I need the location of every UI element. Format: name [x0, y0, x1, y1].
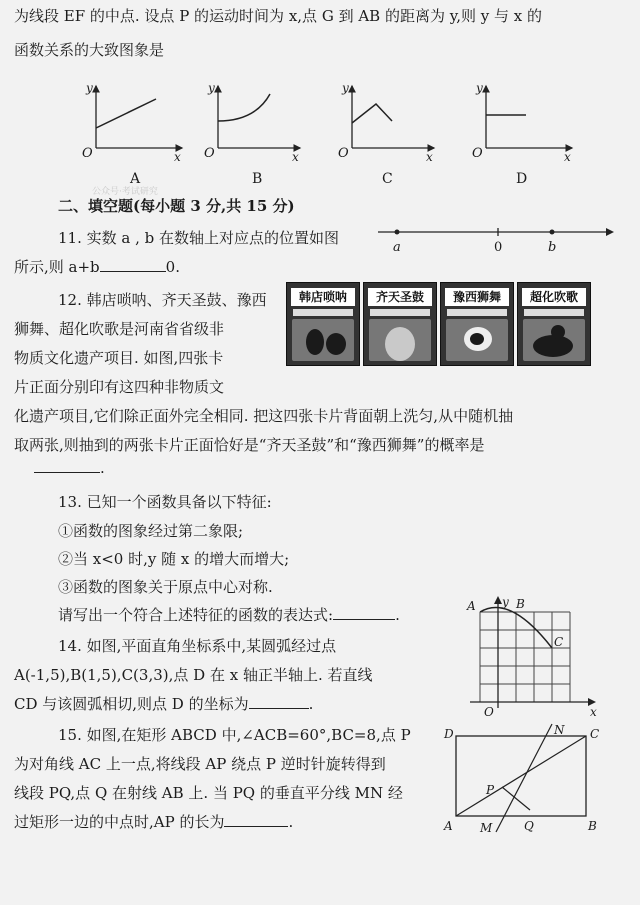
graph-d-x-label: x	[564, 150, 571, 164]
card-handian-suona	[286, 282, 360, 366]
graph-b	[204, 81, 300, 187]
graph-a-origin: O	[82, 146, 93, 161]
q15-label-m: M	[480, 821, 493, 835]
graph-c-origin: O	[338, 146, 349, 161]
card-title: 齐天圣鼓	[368, 288, 432, 306]
question-text-line: 函数关系的大致图象是	[14, 41, 165, 59]
number-line-label-zero: 0	[494, 240, 503, 255]
q14-answer-blank	[249, 694, 309, 709]
point-b	[550, 230, 555, 235]
q13-item-2: ②当 x<0 时,y 随 x 的增大而增大;	[58, 550, 290, 568]
q14-line3-wrap: CD 与该圆弧相切,则点 D 的坐标为 .	[14, 695, 314, 713]
q14-line1: 14. 如图,平面直角坐标系中,某圆弧经过点	[58, 637, 337, 655]
graph-b-option-label: B	[252, 171, 263, 187]
graph-a-option-label: A	[130, 171, 141, 187]
graph-b-y-label: y	[208, 81, 215, 95]
graph-d	[472, 81, 572, 187]
q14-label-y: y	[502, 595, 509, 609]
card-yuxi-shiwu	[440, 282, 514, 366]
q14-line2: A(-1,5),B(1,5),C(3,3),点 D 在 x 轴正半轴上. 若直线	[14, 666, 373, 684]
q11-line2-tail: 0.	[165, 258, 180, 276]
q15-label-n: N	[554, 723, 565, 737]
q11-line2	[14, 257, 180, 277]
q15-label-p: P	[486, 783, 495, 797]
graph-d-option-label: D	[516, 171, 528, 187]
q11-answer-blank	[100, 257, 166, 272]
q12-line3: 物质文化遗产项目. 如图,四张卡	[14, 349, 224, 367]
q15-label-q: Q	[524, 819, 534, 833]
q15-label-c: C	[590, 727, 600, 741]
q12-line6: 取两张,则抽到的两张卡片正面恰好是“齐天圣鼓”和“豫西狮舞”的概率是	[14, 436, 485, 454]
q13-intro: 13. 已知一个函数具备以下特征:	[58, 493, 272, 511]
q12-answer-line: .	[34, 458, 105, 478]
q14-label-b: B	[516, 597, 525, 611]
graph-c-y-label: y	[342, 81, 349, 95]
q12-line5: 化遗产项目,它们除正面外完全相同. 把这四张卡片背面朝上洗匀,从中随机抽	[14, 407, 514, 425]
card-image	[523, 319, 585, 361]
graph-c-curve	[352, 104, 392, 123]
q11-line1: 11. 实数 a , b 在数轴上对应点的位置如图	[58, 229, 340, 247]
graph-a-y-label: y	[86, 81, 93, 95]
q15-line3: 线段 PQ,点 Q 在射线 AB 上. 当 PQ 的垂直平分线 MN 经	[14, 784, 403, 802]
q14-label-c: C	[554, 635, 564, 649]
q12-line2: 狮舞、超化吹歌是河南省省级非	[14, 320, 225, 338]
option-graphs	[0, 0, 640, 190]
q13-prompt-line: 请写出一个符合上述特征的函数的表达式: .	[58, 606, 400, 624]
q15-line4-wrap: 过矩形一边的中点时,AP 的长为 .	[14, 813, 294, 831]
graph-a-x-label: x	[174, 150, 181, 164]
diagonal-ac	[456, 736, 586, 816]
q11-expression: 所示,则 a+b	[14, 258, 100, 276]
q15-label-a: A	[444, 819, 453, 833]
graph-c-option-label: C	[382, 171, 393, 187]
section-heading: 二、填空题(每小题 3 分,共 15 分)	[58, 197, 295, 215]
q15-label-b: B	[588, 819, 597, 833]
q14-label-x: x	[590, 705, 597, 719]
graph-c-x-label: x	[426, 150, 433, 164]
card-title: 超化吹歌	[522, 288, 586, 306]
graph-b-x-label: x	[292, 150, 299, 164]
q12-answer-blank	[34, 458, 100, 473]
q14-label-a: A	[467, 599, 476, 613]
card-qitian-shenggu	[363, 282, 437, 366]
q15-line2: 为对角线 AC 上一点,将线段 AP 绕点 P 逆时针旋转得到	[14, 755, 386, 773]
card-image	[292, 319, 354, 361]
graph-d-y-label: y	[476, 81, 483, 95]
card-title: 豫西狮舞	[445, 288, 509, 306]
card-title: 韩店唢呐	[291, 288, 355, 306]
question-text-line: 为线段 EF 的中点. 设点 P 的运动时间为 x,点 G 到 AB 的距离为 y,则 y 与 x 的	[14, 7, 542, 25]
q15-answer-blank	[224, 812, 288, 827]
graph-d-origin: O	[472, 146, 483, 161]
card-image	[369, 319, 431, 361]
graph-a	[82, 81, 182, 187]
q15-line4: 过矩形一边的中点时,AP 的长为	[14, 813, 225, 831]
q13-item-1: ①函数的图象经过第二象限;	[58, 522, 244, 540]
card-image	[446, 319, 508, 361]
segment-pq	[502, 787, 530, 810]
graph-a-curve	[96, 99, 156, 128]
q13-answer-blank	[333, 605, 395, 620]
q14-figure	[464, 596, 614, 720]
q13-item-3: ③函数的图象关于原点中心对称.	[58, 578, 273, 596]
card-chaohua-chuige	[517, 282, 591, 366]
number-line	[376, 220, 616, 260]
graph-b-curve	[218, 94, 270, 121]
point-a	[395, 230, 400, 235]
q15-label-d: D	[444, 727, 454, 741]
q14-line3: CD 与该圆弧相切,则点 D 的坐标为	[14, 695, 249, 713]
number-line-label-b: b	[548, 240, 557, 255]
q13-prompt: 请写出一个符合上述特征的函数的表达式:	[58, 606, 334, 624]
watermark: 公众号·考试研究	[92, 187, 158, 197]
q12-line1: 12. 韩店唢呐、齐天圣鼓、豫西	[58, 291, 267, 309]
q15-figure	[440, 722, 616, 842]
graph-c	[338, 81, 434, 187]
q12-line4: 片正面分别印有这四种非物质文	[14, 378, 225, 396]
number-line-label-a: a	[393, 240, 401, 255]
q14-label-o: O	[484, 705, 494, 719]
graph-b-origin: O	[204, 146, 215, 161]
q15-line1: 15. 如图,在矩形 ABCD 中,∠ACB=60°,BC=8,点 P	[58, 726, 411, 744]
